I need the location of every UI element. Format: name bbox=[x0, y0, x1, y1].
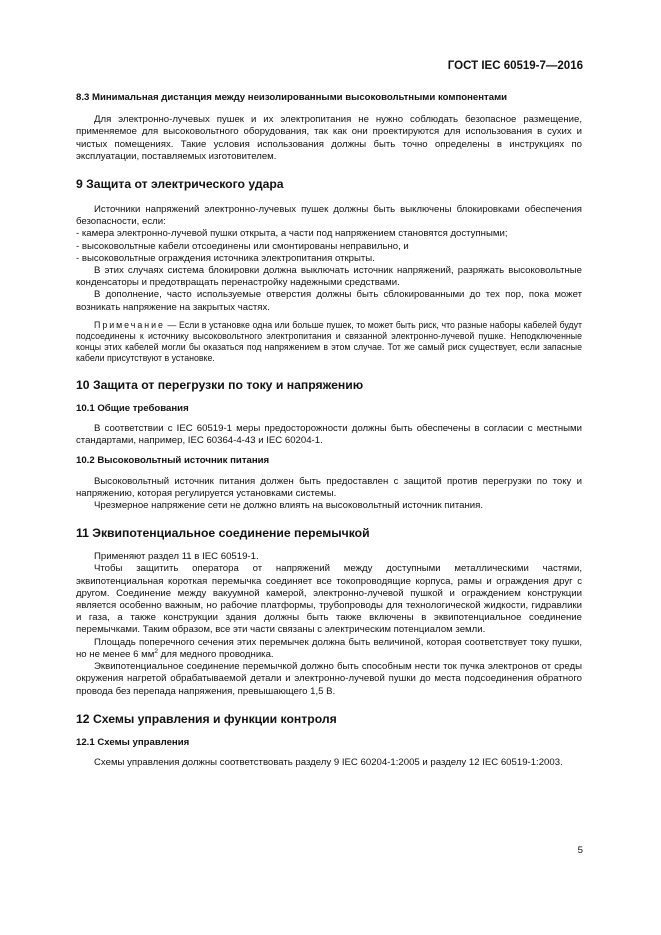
paragraph-3-text: Площадь поперечного сечения этих перемычек должна быть величиной, которая соответствует току пушки, но не менее 6 мм bbox=[76, 636, 582, 660]
subsection-10-2-paragraph-2: Чрезмерное напряжение сети не должно влиять на высоковольтный источник питания. bbox=[94, 500, 483, 512]
subsection-10-2-title: 10.2 Высоковольтный источник питания bbox=[76, 455, 270, 467]
subsection-10-1-paragraph: В соответствии с IEC 60519-1 меры предосторожности должны быть обеспечены в согласии с местными стандартами, например, IEC 60364-4-43 и IEC 60204-1. bbox=[76, 423, 582, 447]
page-number: 5 bbox=[577, 845, 583, 856]
section-9-list-item: - высоковольтные ограждения источника электропитания открыты. bbox=[76, 252, 375, 264]
subsection-10-2-paragraph-1: Высоковольтный источник питания должен быть предоставлен с защитой против перегрузки по току и напряжению, которая регулируется установками системы. bbox=[76, 475, 582, 499]
standard-designation: ГОСТ IEC 60519-7—2016 bbox=[447, 60, 583, 72]
section-11-paragraph-2: Чтобы защитить оператора от напряжений между доступными металлическими частями, эквипотенциальная короткая перемычка соединяет все токопроводящие корпуса, рамы и ограждения друг с другом. Соединение между вакуумной камерой, электронно-лучевой пушкой и ограждением конструкции является особенно важным, но рабочие платформы, трубопроводы для технологической жидкости, гидравлики и газа, а также конструкции здания должны быть также включены в эквипотенциальное соединение перемычками. Таким образом, все эти части связаны с электрическим потенциалом земли. bbox=[76, 563, 582, 636]
section-9-paragraph-2: В этих случаях система блокировки должна выключать источник напряжений, разряжать высоковольтные конденсаторы и предотвращать перенастройку надежными средствами. bbox=[76, 265, 582, 289]
section-11-paragraph-1: Применяют раздел 11 в IEC 60519-1. bbox=[94, 551, 259, 563]
section-9-list-item: - высоковольтные кабели отсоединены или смонтированы неправильно, и bbox=[76, 240, 409, 252]
subsection-8-3-paragraph: Для электронно-лучевых пушек и их электропитания не нужно соблюдать безопасное размещение, применяемое для высоковольтного оборудования, так как они проектируются для использования в сухих и чистых помещениях. Такие условия использования должны быть точно определены в инструкциях по эксплуатации, поставляемых изготовителем. bbox=[76, 114, 582, 162]
section-9-note bbox=[76, 320, 582, 364]
section-9-list-item: - камера электронно-лучевой пушки открыта, а части под напряжением становятся доступными; bbox=[76, 228, 508, 240]
section-12-title: 12 Схемы управления и функции контроля bbox=[76, 711, 337, 726]
superscript: 2 bbox=[154, 647, 158, 655]
document-body bbox=[76, 92, 582, 769]
subsection-10-1-title: 10.1 Общие требования bbox=[76, 402, 189, 414]
subsection-12-1-title: 12.1 Схемы управления bbox=[76, 736, 190, 748]
note-label: Примечание bbox=[94, 319, 165, 330]
subsection-8-3-title: 8.3 Минимальная дистанция между неизолированными высоковольтными компонентами bbox=[76, 92, 508, 103]
subsection-12-1-paragraph: Схемы управления должны соответствовать разделу 9 IEC 60204-1:2005 и разделу 12 IEC 60519-1:2003. bbox=[94, 756, 563, 768]
section-9-title: 9 Защита от электрического удара bbox=[76, 177, 284, 192]
section-11-title: 11 Эквипотенциальное соединение перемычкой bbox=[76, 526, 370, 541]
section-11-paragraph-4: Эквипотенциальное соединение перемычкой должно быть способным нести ток пучка электронов от среды окружения нагретой обрабатываемой детали и электронно-лучевой пушки до места подсоединения обратного провода без перепада напряжения, превышающего 1,5 В. bbox=[76, 661, 582, 697]
section-9-intro: Источники напряжений электронно-лучевых пушек должны быть выключены блокировками обеспечения безопасности, если: bbox=[76, 204, 582, 228]
note-text: — Если в установке одна или больше пушек, то может быть риск, что разные наборы кабелей будут подсоединены к источнику высоковольтного электропитания и связанной электронно-лучевой пушке. Неподключенные концы этих кабелей могли бы оказаться под напряжением в этом случае. Тот же самый риск существует, если запасные кабели присутствуют в установке. bbox=[76, 319, 582, 363]
section-10-title: 10 Защита от перегрузки по току и напряжению bbox=[76, 377, 364, 392]
section-9-paragraph-3: В дополнение, часто используемые отверстия должны быть сблокированными до тех пор, пока может возникать напряжение на закрытых частях. bbox=[76, 289, 582, 313]
paragraph-3-tail: для медного проводника. bbox=[157, 648, 274, 660]
section-11-paragraph-3 bbox=[76, 637, 582, 661]
